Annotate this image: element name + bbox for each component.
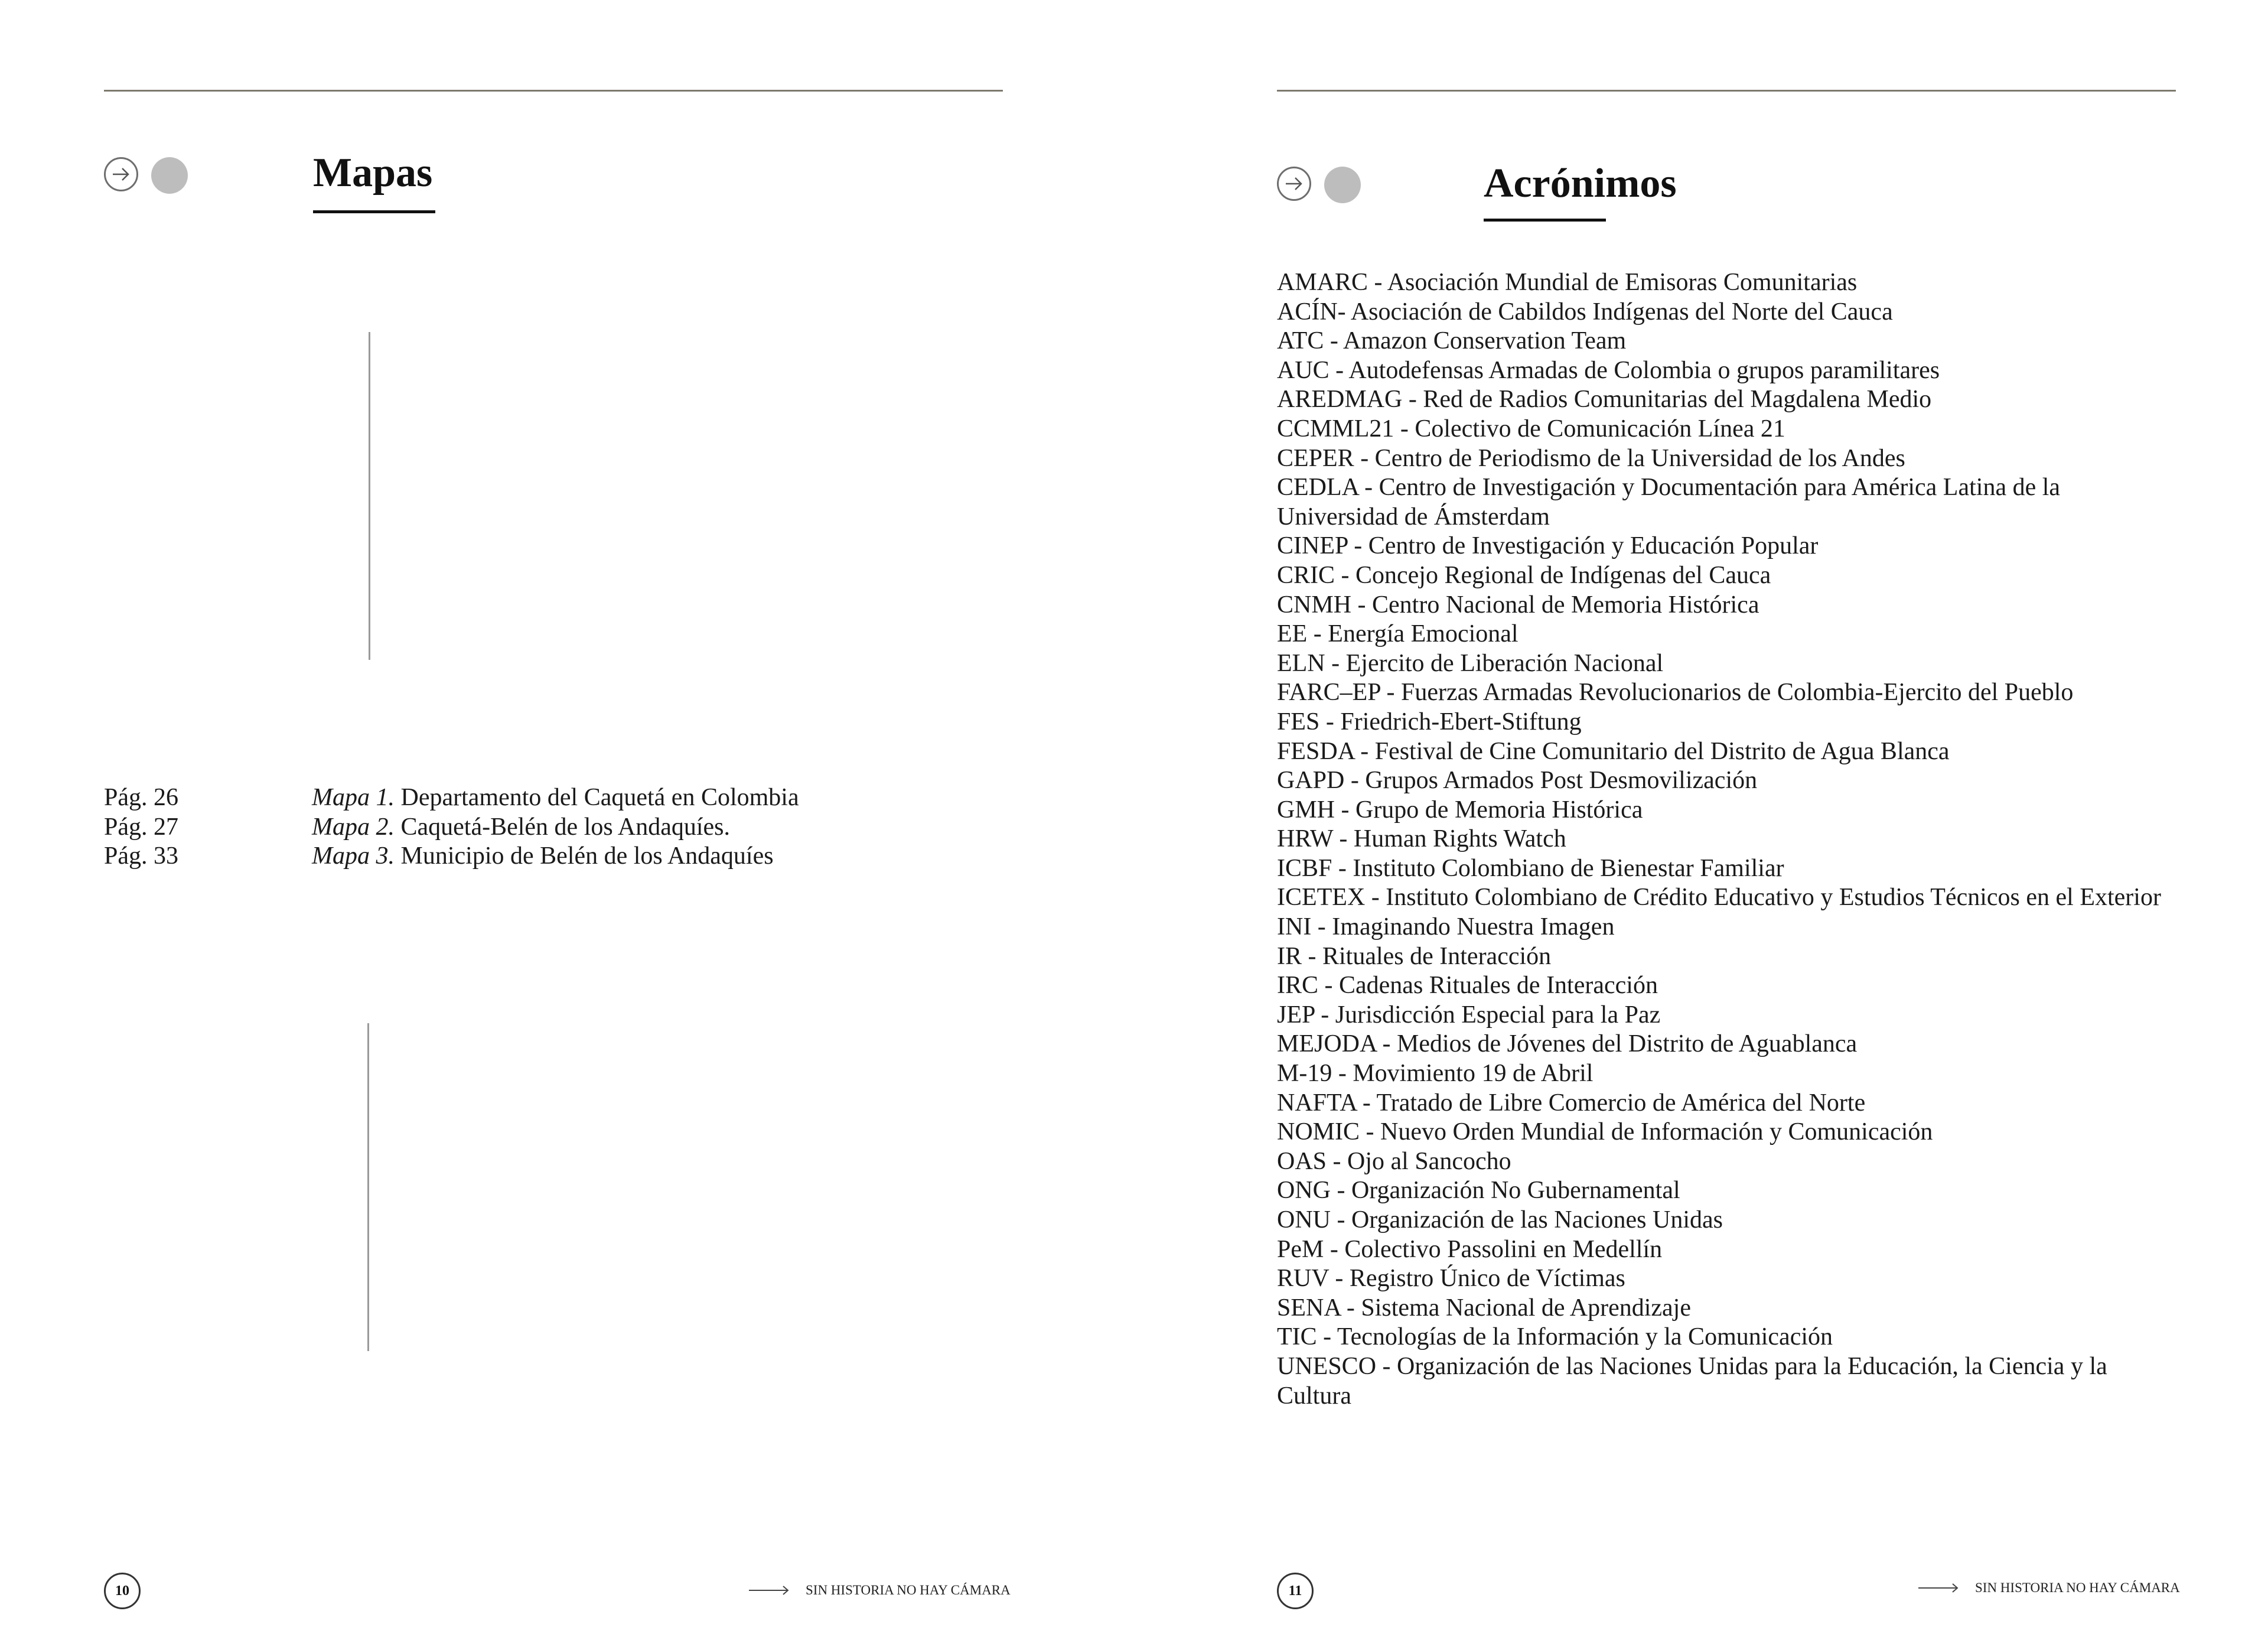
arrow-right-circle-icon[interactable] [104,157,138,191]
list-item: RUV - Registro Único de Víctimas [1277,1265,1625,1293]
list-item: HRW - Human Rights Watch [1277,825,1566,853]
list-item: PeM - Colectivo Passolini en Medellín [1277,1235,1663,1263]
list-item: FESDA - Festival de Cine Comunitario del Distrito de Agua Blanca [1277,737,1950,765]
page-title-mapas: Mapas [313,150,433,196]
list-item: OAS - Ojo al Sancocho [1277,1147,1511,1175]
entry-text: Departamento del Caquetá en Colombia [395,784,799,811]
list-item [104,813,931,842]
list-item: INI - Imaginando Nuestra Imagen [1277,913,1615,941]
entry-text: Caquetá-Belén de los Andaquíes. [395,813,731,841]
entry-description [312,783,799,813]
list-item [104,783,931,813]
list-item: M-19 - Movimiento 19 de Abril [1277,1060,1594,1088]
entry-label: Mapa 2. [312,813,395,841]
top-rule-right [1277,90,2176,92]
list-item: GMH - Grupo de Memoria Histórica [1277,796,1643,824]
list-item: GAPD - Grupos Armados Post Desmovilización [1277,767,1758,795]
list-item [104,842,931,871]
entry-description [312,842,774,871]
list-item: FARC–EP - Fuerzas Armadas Revolucionarios de Colombia-Ejercito del Pueblo [1277,679,2074,707]
list-item: IR - Rituales de Interacción [1277,942,1552,970]
list-item: SENA - Sistema Nacional de Aprendizaje [1277,1294,1691,1322]
entry-page: Pág. 33 [104,842,178,870]
list-item: IRC - Cadenas Rituales de Interacción [1277,972,1658,1000]
acronym-list [1277,268,2181,1411]
list-item: EE - Energía Emocional [1277,620,1518,648]
footer-left [749,1579,1011,1602]
list-item: JEP - Jurisdicción Especial para la Paz [1277,1001,1661,1029]
page-title-acronimos: Acrónimos [1484,161,1677,206]
list-item: UNESCO - Organización de las Naciones Unidas para la Educación, la Ciencia y la Cultura [1277,1352,2107,1410]
list-item: NOMIC - Nuevo Orden Mundial de Información y Comunicación [1277,1118,1933,1146]
arrow-right-icon [1285,175,1304,192]
page-number-right: 11 [1277,1573,1314,1609]
list-item: CINEP - Centro de Investigación y Educación Popular [1277,532,1819,560]
entry-page: Pág. 27 [104,813,178,841]
title-underline-mapas [313,210,435,213]
footer-title: SIN HISTORIA NO HAY CÁMARA [1975,1580,2180,1595]
entry-label: Mapa 1. [312,784,395,811]
entry-label: Mapa 3. [312,842,395,870]
arrow-right-icon [112,166,131,183]
title-underline-acronimos [1484,219,1606,222]
long-arrow-right-icon [1918,1582,1960,1594]
gray-circle-icon [1324,167,1361,203]
arrow-right-circle-icon[interactable] [1277,167,1311,201]
list-item: ICBF - Instituto Colombiano de Bienestar Familiar [1277,854,1784,882]
list-item: CEPER - Centro de Periodismo de la Universidad de los Andes [1277,444,1905,472]
list-item: CRIC - Concejo Regional de Indígenas del Cauca [1277,561,1771,589]
list-item: CNMH - Centro Nacional de Memoria Histórica [1277,591,1759,619]
entry-text: Municipio de Belén de los Andaquíes [395,842,774,870]
list-item: FES - Friedrich-Ebert-Stiftung [1277,708,1582,735]
maps-list [104,783,931,878]
page-number-left: 10 [104,1573,141,1609]
entry-page: Pág. 26 [104,784,178,811]
list-item: ELN - Ejercito de Liberación Nacional [1277,649,1664,677]
entry-description [312,813,730,842]
footer-right [1918,1576,2180,1600]
list-item: AMARC - Asociación Mundial de Emisoras Comunitarias [1277,269,1858,296]
list-item: ONU - Organización de las Naciones Unidas [1277,1206,1723,1234]
divider-line-top [369,332,370,660]
list-item: TIC - Tecnologías de la Información y la Comunicación [1277,1323,1833,1351]
list-item: CCMML21 - Colectivo de Comunicación Línea 21 [1277,415,1785,442]
top-rule-left [104,90,1003,92]
list-item: ACÍN- Asociación de Cabildos Indígenas del Norte del Cauca [1277,298,1893,326]
list-item: MEJODA - Medios de Jóvenes del Distrito de Aguablanca [1277,1030,1858,1058]
section-nav-right [1277,167,1366,204]
section-nav-left [104,157,193,195]
list-item: NAFTA - Tratado de Libre Comercio de América del Norte [1277,1089,1866,1117]
list-item: ICETEX - Instituto Colombiano de Crédito Educativo y Estudios Técnicos en el Exterior [1277,884,2161,912]
gray-circle-icon [151,157,188,194]
list-item: CEDLA - Centro de Investigación y Documentación para América Latina de la Universidad de Ámsterdam [1277,474,2061,531]
list-item: AUC - Autodefensas Armadas de Colombia o grupos paramilitares [1277,356,1940,384]
list-item: AREDMAG - Red de Radios Comunitarias del Magdalena Medio [1277,386,1932,414]
list-item: ATC - Amazon Conservation Team [1277,327,1627,355]
footer-title: SIN HISTORIA NO HAY CÁMARA [806,1583,1011,1597]
long-arrow-right-icon [749,1584,790,1596]
list-item: ONG - Organización No Gubernamental [1277,1177,1680,1205]
divider-line-bottom [367,1023,369,1351]
